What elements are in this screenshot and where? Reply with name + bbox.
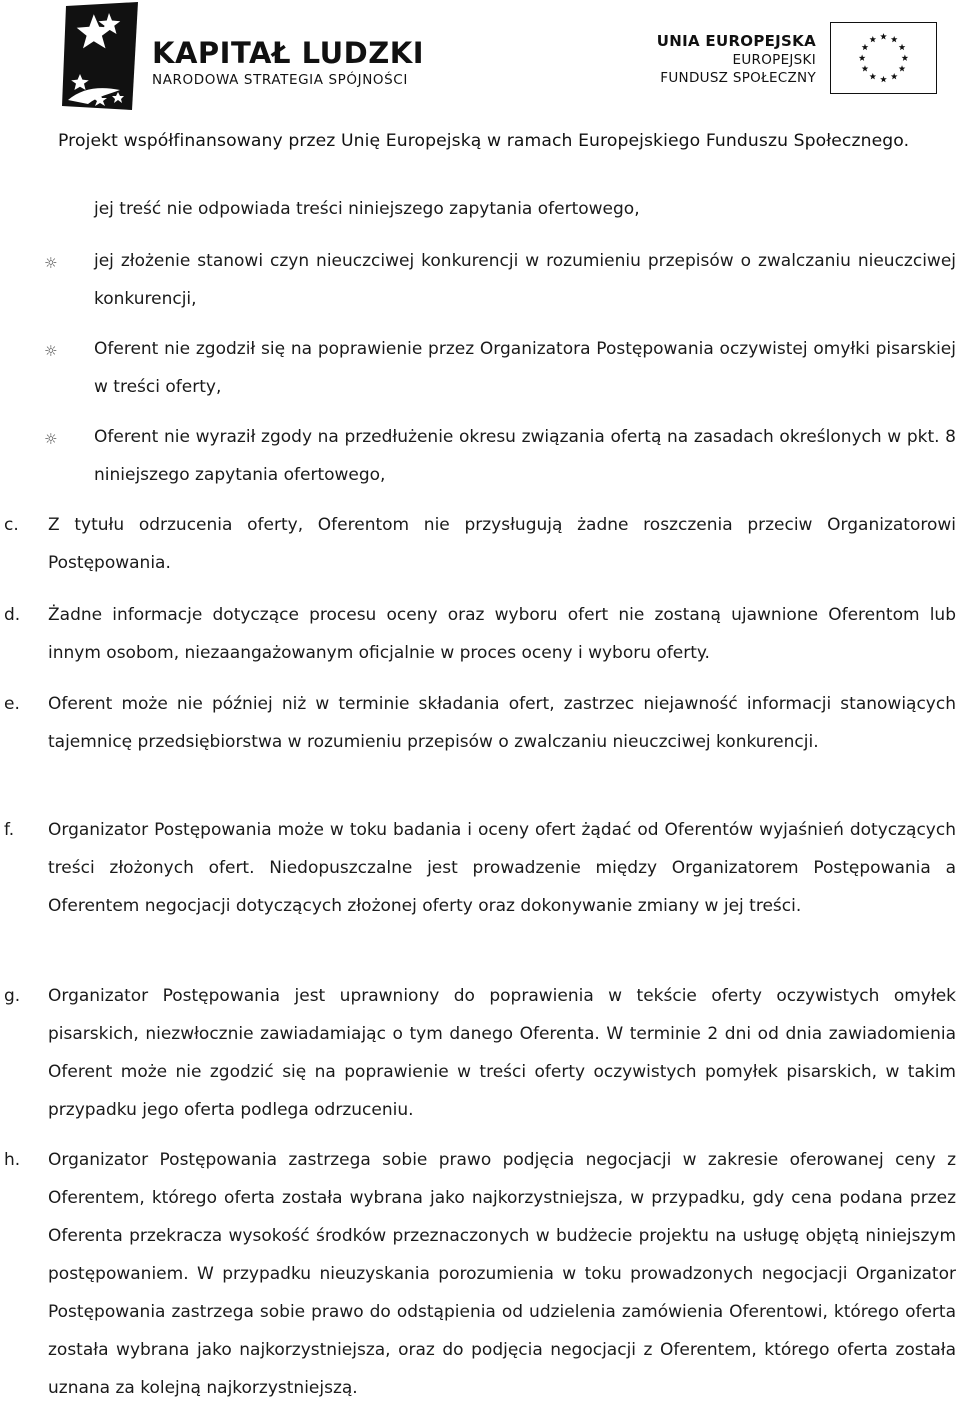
list-item: Oferent może nie później niż w terminie składania ofert, zastrzec niejawność informacji stanowiących tajemnicę przedsiębiorstwa w rozumieniu przepisów o zwalczaniu nieuczciwej konkurencji. [48,694,956,752]
list-letter: e. [4,694,20,714]
eu-star [862,65,869,71]
logo-subtitle: NARODOWA STRATEGIA SPÓJNOŚCI [152,72,408,88]
list-letter: d. [4,605,21,625]
list-item: Organizator Postępowania zastrzega sobie prawo podjęcia negocjacji w zakresie oferowanej ceny z Oferentem, którego oferta została wybrana jako najkorzystniejsza, w przypadku, gdy cena podana przez Oferenta przekracza wysokość środków przeznaczonych w budżecie projektu na usługę objętą niniejszym postępowaniem. W przypadku nieuzyskania porozumienia w toku prowadzonych negocjacji Organizator Postępowania zastrzega sobie prawo do odstąpienia od udzielenia zamówienia Oferentowi, którego oferta została wybrana jako najkorzystniejsza, oraz do podjęcia negocjacji z Oferentem, którego oferta została uznana za kolejną najkorzystniejszą. [48,1150,956,1398]
eu-star [869,36,876,42]
list-item: Żadne informacje dotyczące procesu oceny oraz wyboru ofert nie zostaną ujawnione Oferentom lub innym osobom, niezaangażowanym oficjalnie w proces oceny i wyboru oferty. [48,605,956,663]
bullet-item: Oferent nie zgodził się na poprawienie przez Organizatora Postępowania oczywistej omyłki pisarskiej w treści oferty, [94,339,956,397]
eu-text-block [657,32,816,87]
list-item: Organizator Postępowania może w toku badania i oceny ofert żądać od Oferentów wyjaśnień dotyczących treści złożonych ofert. Niedopuszczalne jest prowadzenie między Organizatorem Postępowania a Oferentem negocjacji dotyczących złożonej oferty oraz dokonywanie zmiany w jej treści. [48,820,956,916]
page-header [0,0,960,160]
eu-star [891,36,898,42]
eu-star [880,33,887,39]
list-letter: g. [4,986,21,1006]
list-letter: c. [4,515,19,535]
eu-line-3: FUNDUSZ SPOŁECZNY [660,70,816,86]
eu-star [859,55,866,61]
eu-star [899,44,906,50]
eu-line-2: EUROPEJSKI [732,52,816,68]
eu-star [902,55,909,61]
list-letter: h. [4,1150,21,1170]
bullet-sun-icon: ☼ [44,430,58,448]
eu-star [899,65,906,71]
eu-star [862,44,869,50]
logo-title: KAPITAŁ LUDZKI [152,36,425,70]
eu-line-1: UNIA EUROPEJSKA [656,32,816,50]
eu-flag-icon [830,22,937,94]
bullet-sun-icon: ☼ [44,254,58,272]
bullet-sun-icon: ☼ [44,342,58,360]
list-item: Organizator Postępowania jest uprawniony do poprawienia w tekście oferty oczywistych omyłek pisarskich, niezwłocznie zawiadamiając o tym danego Oferenta. W terminie 2 dni od dnia zawiadomienia Oferent może nie zgodzić się na poprawienie w treści oferty oczywistych pomyłek pisarskich, w takim przypadku jego oferta podlega odrzuceniu. [48,986,956,1120]
eu-star [880,76,887,82]
list-item: Z tytułu odrzucenia oferty, Oferentom nie przysługują żadne roszczenia przeciw Organizatorowi Postępowania. [48,515,956,573]
bullet-item: Oferent nie wyraził zgody na przedłużenie okresu związania ofertą na zasadach określonych w pkt. 8 niniejszego zapytania ofertowego, [94,427,956,485]
kapital-ludzki-logo [60,2,140,112]
eu-star [869,73,876,79]
bullet-item: jej złożenie stanowi czyn nieuczciwej konkurencji w rozumieniu przepisów o zwalczaniu nieuczciwej konkurencji, [94,251,956,309]
project-cofinancing-line: Projekt współfinansowany przez Unię Europejską w ramach Europejskiego Funduszu Społecznego. [58,131,910,151]
list-letter: f. [4,820,15,840]
eu-star [891,73,898,79]
bullet-item: jej treść nie odpowiada treści niniejszego zapytania ofertowego, [94,199,640,219]
